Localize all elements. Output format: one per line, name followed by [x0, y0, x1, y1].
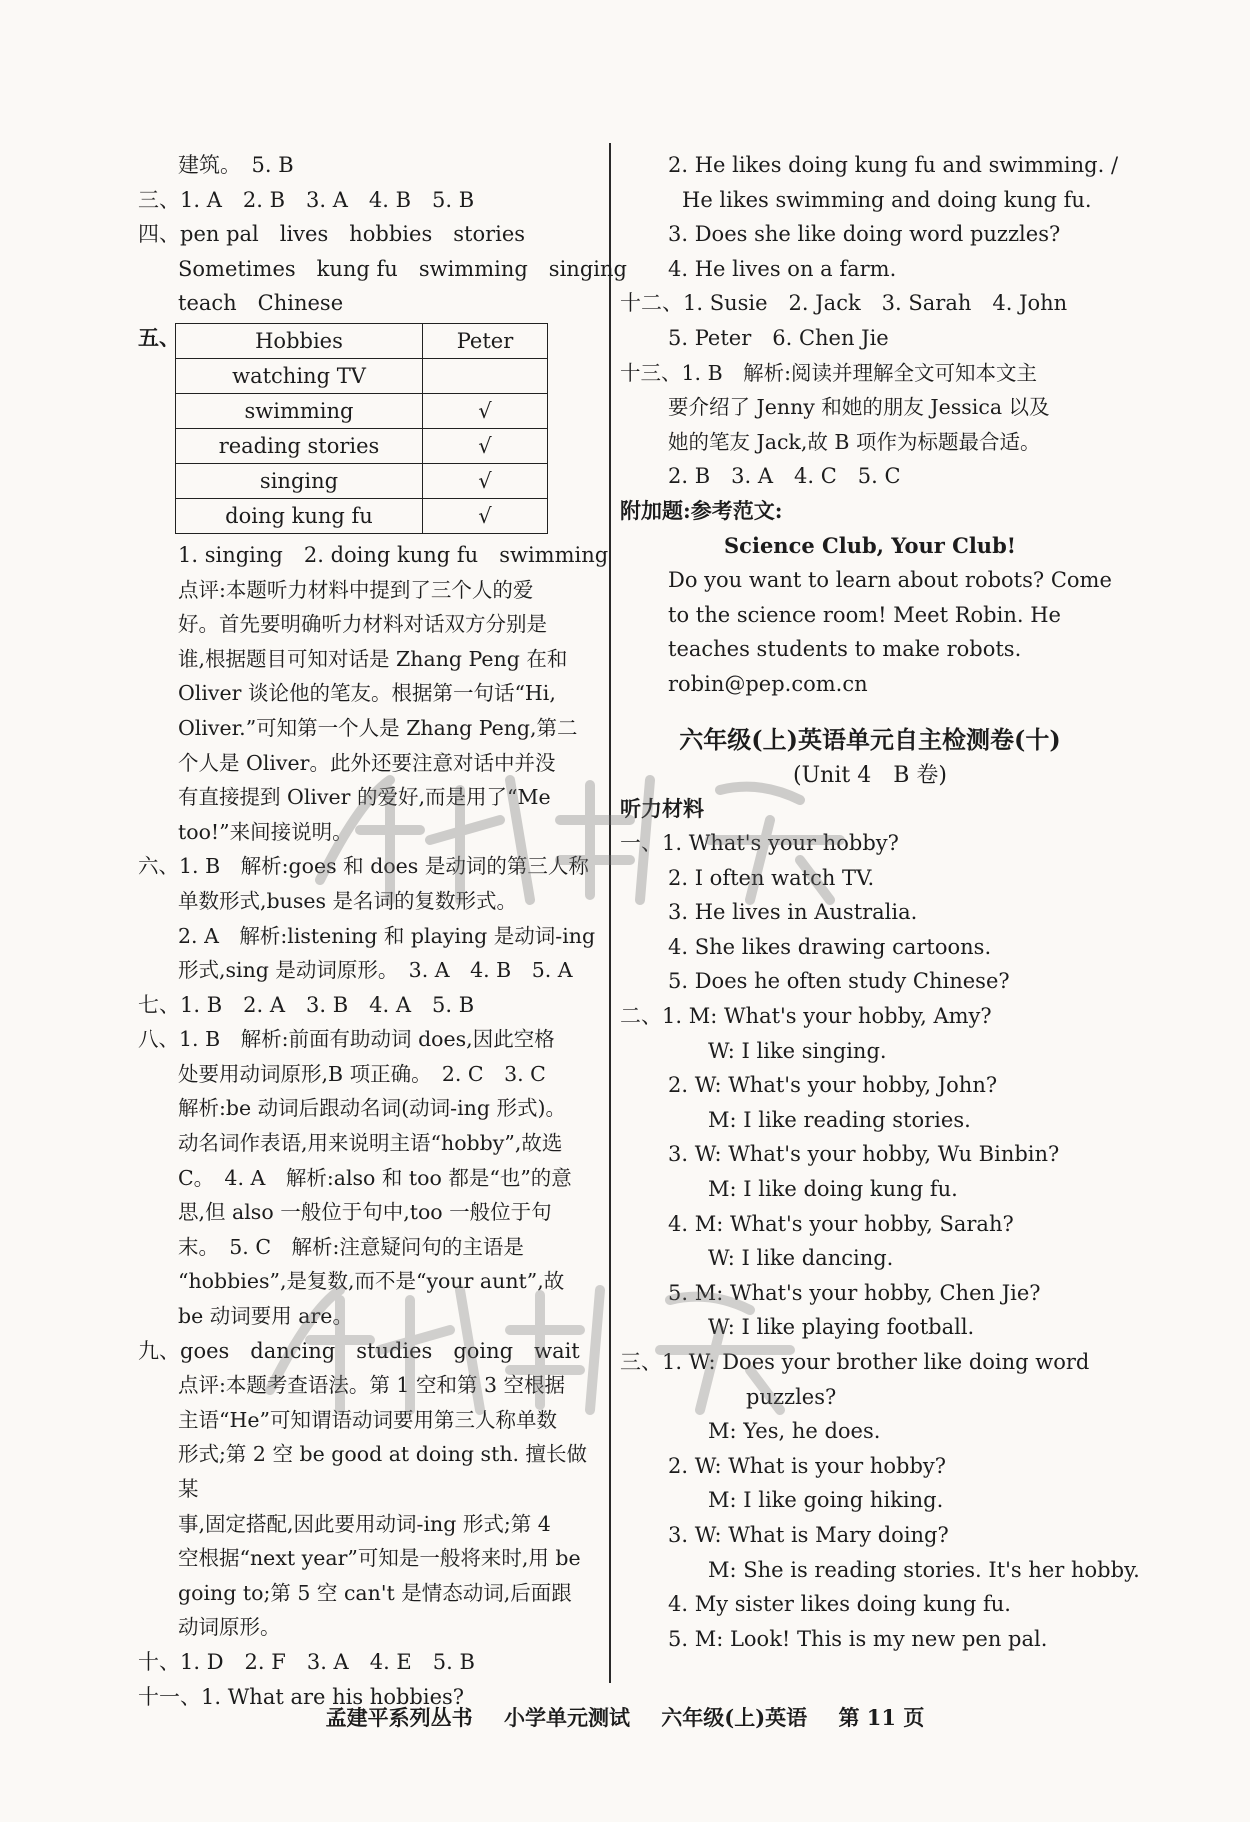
text-line: 2. W: What's your hobby, John? [668, 1073, 998, 1098]
table-header-row [176, 323, 548, 358]
answer-line: teach Chinese [178, 291, 344, 316]
answer-line: 2. B 3. A 4. C 5. C [668, 464, 901, 489]
answer-line: 十、1. D 2. F 3. A 4. E 5. B [138, 1649, 475, 1674]
text-line: 事,固定搭配,因此要用动词-ing 形式;第 4 [178, 1511, 551, 1536]
text-line: M: Yes, he does. [708, 1419, 881, 1444]
text-line: 点评:本题考查语法。第 1 空和第 3 空根据 [178, 1373, 566, 1398]
text-line: M: She is reading stories. It's her hobby. [708, 1557, 1140, 1582]
table-header-cell: Hobbies [176, 323, 423, 358]
watermark [300, 760, 860, 939]
check-mark: √ [423, 498, 548, 533]
text-line: 三、1. W: Does your brother like doing word [620, 1350, 1090, 1374]
text-line: going to;第 5 空 can't 是情态动词,后面跟 [178, 1580, 572, 1605]
text-line: 单数形式,buses 是名词的复数形式。 [178, 888, 518, 913]
check-mark: √ [423, 393, 548, 428]
watermark [250, 1270, 810, 1449]
footer-book: 小学单元测试 [503, 1705, 630, 1730]
text-line: M: I like going hiking. [708, 1488, 944, 1513]
text-line: 八、1. B 解析:前面有助动词 does,因此空格 [138, 1027, 555, 1052]
text-line: 形式;第 2 空 be good at doing sth. 擅长做某 [178, 1442, 588, 1501]
watermark-graphic [250, 1270, 810, 1420]
text-line: Oliver.”可知第一个人是 Zhang Peng,第二 [178, 715, 578, 740]
text-line: 4. She likes drawing cartoons. [668, 934, 992, 959]
text-line: 有直接提到 Oliver 的爱好,而是用了“Me [178, 785, 551, 810]
table-header-cell: Peter [423, 323, 548, 358]
section-thirteen [620, 356, 1120, 460]
text-line: 一、1. What's your hobby? [620, 831, 899, 856]
text-line: 思,但 also 一般位于句中,too 一般位于句 [178, 1200, 552, 1225]
text-line: M: I like doing kung fu. [708, 1177, 958, 1202]
text-line: 谁,根据题目可知对话是 Zhang Peng 在和 [178, 646, 568, 671]
table-row [176, 393, 548, 428]
check-mark: √ [423, 463, 548, 498]
table-row [176, 358, 548, 393]
text-line: 个人是 Oliver。此外还要注意对话中并没 [178, 750, 556, 775]
table-cell: doing kung fu [176, 498, 423, 533]
text-line: 主语“He”可知谓语动词要用第三人称单数 [178, 1407, 557, 1432]
text-line: 4. My sister likes doing kung fu. [668, 1592, 1011, 1617]
footer-grade: 六年级(上)英语 [661, 1705, 808, 1730]
text-line: 5. M: Look! This is my new pen pal. [668, 1626, 1048, 1651]
text-line: 她的笔友 Jack,故 B 项作为标题最合适。 [668, 429, 1041, 454]
answer-line: 三、1. A 2. B 3. A 4. B 5. B [138, 187, 475, 212]
text-line: 要介绍了 Jenny 和她的朋友 Jessica 以及 [668, 395, 1050, 420]
text-line: 十三、1. B 解析:阅读并理解全文可知本文主 [620, 360, 1038, 385]
text-line: 2. A 解析:listening 和 playing 是动词-ing [178, 923, 596, 948]
text-line: 六、1. B 解析:goes 和 does 是动词的第三人称 [138, 854, 589, 879]
answer-line: Sometimes kung fu swimming singing [178, 256, 627, 281]
test-title: 六年级(上)英语单元自主检测卷(十) [679, 724, 1061, 754]
section-five [138, 321, 600, 538]
text-line: 3. W: What's your hobby, Wu Binbin? [668, 1142, 1060, 1167]
table-cell: swimming [176, 393, 423, 428]
text-line: 形式,sing 是动词原形。 3. A 4. B 5. A [178, 958, 573, 983]
text-line: W: I like singing. [708, 1038, 887, 1063]
answer-line: 四、pen pal lives hobbies stories [138, 222, 526, 247]
answer-line: 七、1. B 2. A 3. B 4. A 5. B [138, 992, 475, 1017]
text-line: 动词原形。 [178, 1615, 281, 1640]
text-line: 解析:be 动词后跟动名词(动词-ing 形式)。 [178, 1096, 566, 1121]
text-line: 好。首先要明确听力材料对话双方分别是 [178, 612, 547, 637]
text-line: too!”来间接说明。 [178, 819, 353, 844]
footer-series: 孟建平系列丛书 [325, 1705, 473, 1730]
text-line: 2. I often watch TV. [668, 865, 875, 890]
text-line: robin@pep.com.cn [668, 671, 868, 696]
listening-heading: 听力材料 [620, 795, 704, 821]
test-subtitle: (Unit 4 B 卷) [793, 762, 947, 788]
answer-line: He likes swimming and doing kung fu. [682, 187, 1092, 212]
text-line: “hobbies”,是复数,而不是“your aunt”,故 [178, 1269, 565, 1294]
table-cell: watching TV [176, 358, 423, 393]
text-line: 4. M: What's your hobby, Sarah? [668, 1211, 1014, 1236]
footer-page-number: 第 11 页 [838, 1705, 925, 1730]
text-line: 2. W: What is your hobby? [668, 1453, 947, 1478]
bonus-heading: 附加题:参考范文: [620, 497, 783, 523]
text-line: puzzles? [746, 1384, 837, 1409]
text-line: 5. Does he often study Chinese? [668, 969, 1010, 994]
answer-line: 2. He likes doing kung fu and swimming. / [668, 153, 1119, 177]
answer-line: 九、goes dancing studies going wait [138, 1338, 580, 1363]
text-line: 5. M: What's your hobby, Chen Jie? [668, 1280, 1041, 1305]
answer-line: 十一、1. What are his hobbies? [138, 1684, 465, 1709]
table-cell: reading stories [176, 428, 423, 463]
text-line: 动名词作表语,用来说明主语“hobby”,故选 [178, 1131, 563, 1156]
text-line: 点评:本题听力材料中提到了三个人的爱 [178, 577, 534, 602]
text-line: 处要用动词原形,B 项正确。 2. C 3. C [178, 1061, 546, 1086]
text-line: 3. W: What is Mary doing? [668, 1522, 949, 1547]
answer-line: 3. Does she like doing word puzzles? [668, 222, 1061, 247]
table-row [176, 463, 548, 498]
text-line: teaches students to make robots. [668, 637, 1022, 662]
text-line: 空根据“next year”可知是一般将来时,用 be [178, 1546, 581, 1571]
section-label: 五、 [138, 324, 180, 350]
text-line: C。 4. A 解析:also 和 too 都是“也”的意 [178, 1165, 572, 1190]
answer-line: 5. Peter 6. Chen Jie [668, 325, 889, 350]
page-footer [0, 1702, 1250, 1732]
watermark-graphic [300, 760, 860, 910]
text-line: 二、1. M: What's your hobby, Amy? [620, 1004, 992, 1029]
answer-line: 1. singing 2. doing kung fu swimming [178, 542, 609, 567]
table-cell [423, 358, 548, 393]
text-line: W: I like playing football. [708, 1315, 975, 1340]
text-line: Do you want to learn about robots? Come [668, 568, 1112, 593]
answer-line: 十二、1. Susie 2. Jack 3. Sarah 4. John [620, 291, 1068, 316]
table-cell: singing [176, 463, 423, 498]
text-line: 3. He lives in Australia. [668, 900, 918, 925]
text-line: be 动词要用 are。 [178, 1304, 353, 1329]
hobbies-table [175, 323, 548, 534]
table-row [176, 428, 548, 463]
text-line: Oliver 谈论他的笔友。根据第一句话“Hi, [178, 681, 556, 706]
table-row [176, 498, 548, 533]
essay-body [620, 563, 1120, 701]
text-line: to the science room! Meet Robin. He [668, 602, 1061, 627]
text-line: W: I like dancing. [708, 1246, 894, 1271]
answer-line: 4. He lives on a farm. [668, 256, 897, 281]
check-mark: √ [423, 428, 548, 463]
answer-line: 建筑。 5. B [178, 153, 294, 177]
essay-title: Science Club, Your Club! [724, 532, 1016, 558]
text-line: M: I like reading stories. [708, 1107, 971, 1132]
text-line: 末。 5. C 解析:注意疑问句的主语是 [178, 1234, 524, 1259]
